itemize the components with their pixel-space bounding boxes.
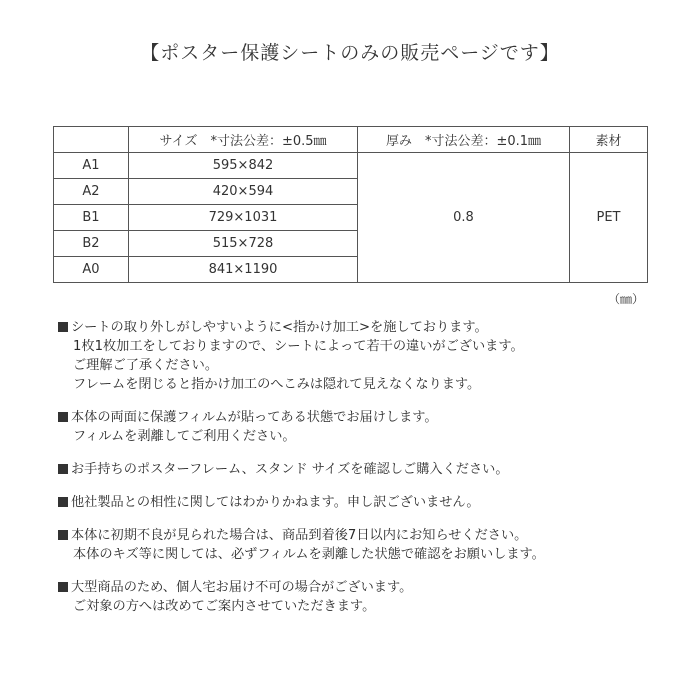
row-name: A0 bbox=[54, 257, 129, 283]
square-bullet-icon bbox=[58, 464, 68, 474]
square-bullet-icon bbox=[58, 497, 68, 507]
notes-section bbox=[58, 318, 678, 630]
header-thickness: 厚み *寸法公差：±0.1㎜ bbox=[358, 127, 570, 153]
note-protective-film bbox=[58, 408, 678, 446]
note-compatibility bbox=[58, 493, 678, 512]
note-line: フレームを閉じると指かけ加工のへこみは隠れて見えなくなります。 bbox=[73, 377, 481, 392]
unit-label: （㎜） bbox=[607, 292, 644, 306]
note-line: 本体のキズ等に関しては、必ずフィルムを剥離した状態で確認をお願いします。 bbox=[73, 547, 545, 562]
note-line: 1枚1枚加工をしておりますので、シートによって若干の違いがございます。 bbox=[73, 339, 524, 354]
row-size: 841×1190 bbox=[129, 257, 358, 283]
row-size: 515×728 bbox=[129, 231, 358, 257]
note-line: 大型商品のため、個人宅お届け不可の場合がございます。 bbox=[71, 580, 413, 595]
row-size: 595×842 bbox=[129, 153, 358, 179]
square-bullet-icon bbox=[58, 322, 68, 332]
note-large-item-delivery bbox=[58, 578, 678, 616]
row-name: A2 bbox=[54, 179, 129, 205]
note-line: シートの取り外しがしやすいように<指かけ加工>を施しております。 bbox=[71, 320, 488, 335]
note-line: ご理解ご了承ください。 bbox=[73, 358, 219, 373]
note-line: ご対象の方へは改めてご案内させていただきます。 bbox=[73, 599, 376, 614]
header-size: サイズ *寸法公差：±0.5㎜ bbox=[129, 127, 358, 153]
header-blank-cell bbox=[54, 127, 129, 153]
note-check-size bbox=[58, 460, 678, 479]
row-size: 729×1031 bbox=[129, 205, 358, 231]
row-name: B2 bbox=[54, 231, 129, 257]
note-line: フィルムを剥離してご利用ください。 bbox=[73, 429, 296, 444]
header-material: 素材 bbox=[570, 127, 648, 153]
page-title: 【ポスター保護シートのみの販売ページです】 bbox=[140, 42, 560, 64]
size-spec-table bbox=[53, 126, 648, 283]
material-value: PET bbox=[570, 153, 648, 283]
square-bullet-icon bbox=[58, 412, 68, 422]
row-name: A1 bbox=[54, 153, 129, 179]
row-size: 420×594 bbox=[129, 179, 358, 205]
note-line: 他社製品との相性に関してはわかりかねます。申し訳ございません。 bbox=[71, 495, 480, 510]
square-bullet-icon bbox=[58, 582, 68, 592]
square-bullet-icon bbox=[58, 530, 68, 540]
note-defects bbox=[58, 526, 678, 564]
row-name: B1 bbox=[54, 205, 129, 231]
note-line: 本体の両面に保護フィルムが貼ってある状態でお届けします。 bbox=[71, 410, 438, 425]
note-line: お手持ちのポスターフレーム、スタンド サイズを確認しご購入ください。 bbox=[71, 462, 509, 477]
note-line: 本体に初期不良が見られた場合は、商品到着後7日以内にお知らせください。 bbox=[71, 528, 528, 543]
note-removal bbox=[58, 318, 678, 394]
table-header-row bbox=[54, 127, 648, 153]
thickness-value: 0.8 bbox=[358, 153, 570, 283]
table-row bbox=[54, 153, 648, 179]
